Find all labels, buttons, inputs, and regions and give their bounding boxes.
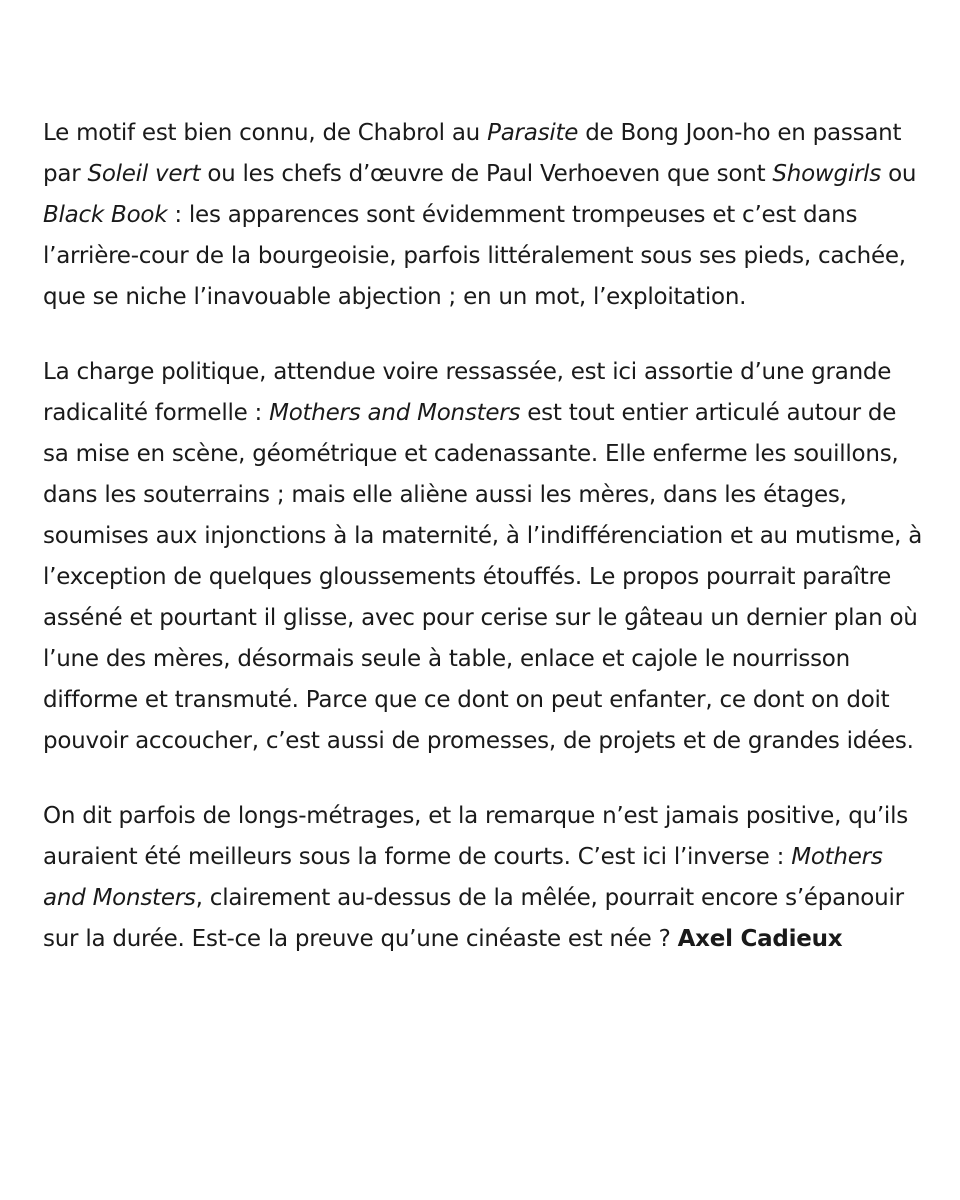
film-title: Parasite bbox=[487, 120, 579, 146]
film-title: Soleil vert bbox=[87, 161, 201, 187]
text-run: La charge politique, attendue voire ressassée, est ici assortie d’une grande radicalité formelle : bbox=[43, 359, 892, 426]
paragraph-intro bbox=[43, 113, 923, 318]
text-run: , clairement au-dessus de la mêlée, pourrait encore s’épanouir sur la durée. Est-ce la preuve qu’une cinéaste est née ? bbox=[43, 885, 904, 952]
text-run: Le motif est bien connu, de Chabrol au bbox=[43, 120, 488, 146]
text-run: de Bong Joon-ho en passant par bbox=[43, 120, 902, 187]
film-title: Mothers and Monsters bbox=[269, 400, 521, 426]
article-body bbox=[43, 113, 923, 994]
paragraph-conclusion bbox=[43, 796, 923, 960]
text-run: : les apparences sont évidemment trompeuses et c’est dans l’arrière-cour de la bourgeoisie, parfois littéralement sous ses pieds, cachée, que se niche l’inavouable abjection ; en un mot, l’exploitation. bbox=[43, 202, 906, 310]
text-run: ou les chefs d’œuvre de Paul Verhoeven que sont bbox=[200, 161, 773, 187]
film-title: Black Book bbox=[43, 202, 168, 228]
film-title: Showgirls bbox=[772, 161, 882, 187]
text-run: ou bbox=[881, 161, 917, 187]
text-run: On dit parfois de longs-métrages, et la remarque n’est jamais positive, qu’ils auraient été meilleurs sous la forme de courts. C’est ici l’inverse : bbox=[43, 803, 908, 870]
author-signature: Axel Cadieux bbox=[677, 926, 843, 952]
paragraph-analysis bbox=[43, 352, 923, 762]
film-title: Mothers and Monsters bbox=[43, 844, 883, 911]
text-run: est tout entier articulé autour de sa mise en scène, géométrique et cadenassante. Elle enferme les souillons, dans les souterrains ; mais elle aliène aussi les mères, dans les étages, soumises aux injonctions à la maternité, à l’indifférenciation et au mutisme, à l’exception de quelques gloussements étouffés. Le propos pourrait paraître asséné et pourtant il glisse, avec pour cerise sur le gâteau un dernier plan où l’une des mères, désormais seule à table, enlace et cajole le nourrisson difforme et transmuté. Parce que ce dont on peut enfanter, ce dont on doit pouvoir accoucher, c’est aussi de promesses, de projets et de grandes idées. bbox=[43, 400, 923, 754]
